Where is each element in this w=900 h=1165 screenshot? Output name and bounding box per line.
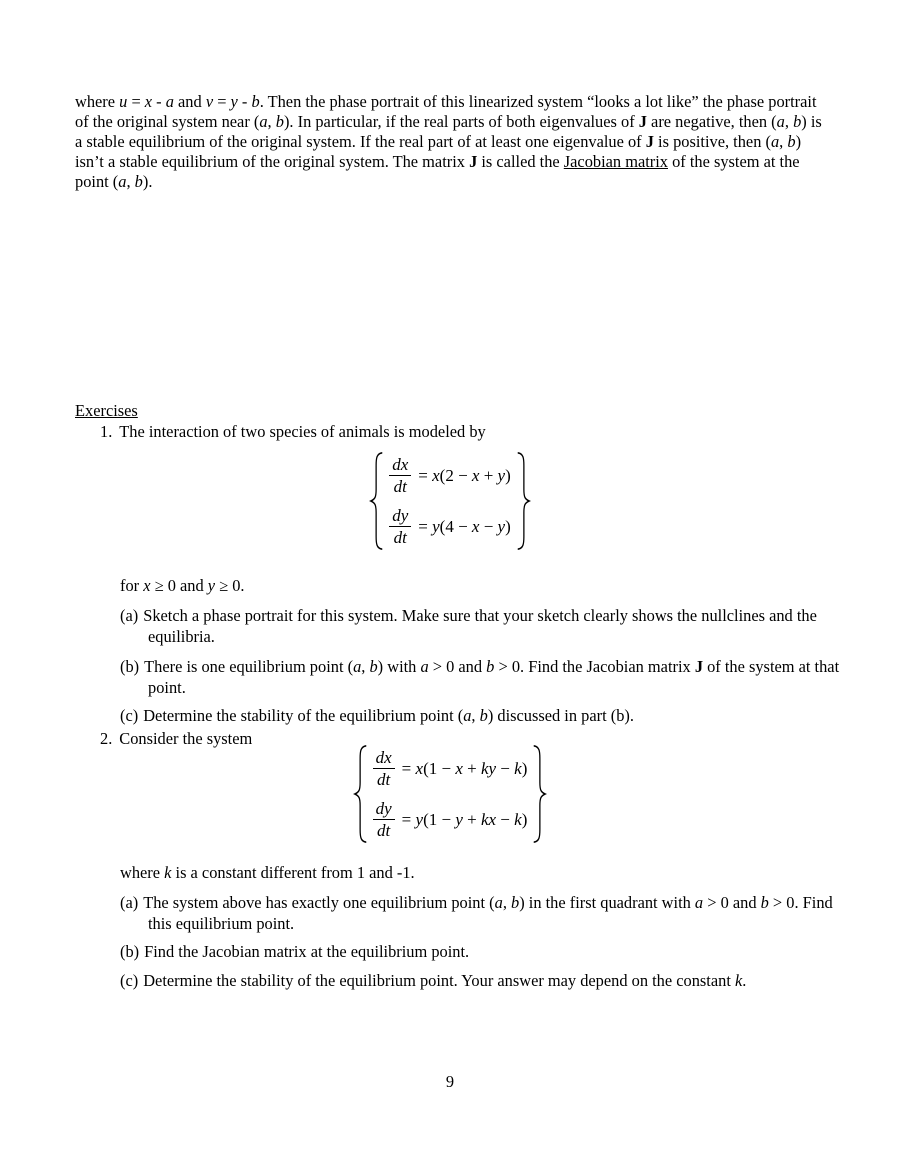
fraction-numerator: dx xyxy=(389,455,411,476)
equation-row xyxy=(389,506,511,547)
left-brace-icon xyxy=(353,744,368,844)
intro-paragraph: where u = x - a and v = y - b. Then the phase portrait of this linearized system “looks a lot like” the phase portrait of the original system near (a, b). In particular, if the real parts of both eigenvalues of J are negative, then (a, b) is a stable equilibrium of the original system. If the real part of at least one eigenvalue of J is positive, then (a, b) isn’t a stable equilibrium of the original system. The matrix J is called the Jacobian matrix of the system at the point (a, b). xyxy=(75,92,822,192)
exercises-heading: Exercises xyxy=(75,401,138,420)
exercise-2-part-c xyxy=(120,970,878,991)
part-text: Find the Jacobian matrix at the equilibrium point. xyxy=(144,942,470,962)
exercise-2-number: 2. xyxy=(100,729,113,748)
right-brace-icon xyxy=(516,451,531,551)
equation-system-2-inner xyxy=(353,744,548,844)
left-brace-icon xyxy=(369,451,384,551)
exercise-1-part-a xyxy=(120,605,850,647)
part-label: (c) xyxy=(120,971,139,991)
fraction-numerator: dy xyxy=(389,506,411,527)
fraction-numerator: dy xyxy=(373,799,395,820)
fraction-dy-dt xyxy=(373,799,395,840)
part-label: (a) xyxy=(120,893,139,913)
exercise-2-part-b xyxy=(120,941,868,962)
right-brace-icon xyxy=(532,744,547,844)
part-label: (a) xyxy=(120,606,139,626)
fraction-numerator: dx xyxy=(373,748,395,769)
exercise-2-lead-text: Consider the system xyxy=(119,729,253,748)
fraction-dx-dt xyxy=(373,748,395,789)
equation-rhs: = x(2 − x + y) xyxy=(418,465,511,485)
fraction-dx-dt xyxy=(389,455,411,496)
equation-system-2 xyxy=(0,744,900,844)
fraction-denominator: dt xyxy=(393,476,407,496)
equation-row xyxy=(389,455,511,496)
fraction-denominator: dt xyxy=(377,769,391,789)
part-label: (b) xyxy=(120,657,140,677)
exercise-1-domain-note: for x ≥ 0 and y ≥ 0. xyxy=(120,576,245,596)
exercise-2-constant-note: where k is a constant different from 1 and -1. xyxy=(120,863,415,883)
part-text: Determine the stability of the equilibrium point. Your answer may depend on the constant k. xyxy=(143,971,747,991)
exercise-1-part-b xyxy=(120,656,850,698)
equation-rhs: = x(1 − x + ky − k) xyxy=(401,758,528,778)
equation-system-1 xyxy=(0,451,900,551)
exercise-1-lead xyxy=(100,421,486,442)
equation-rhs: = y(4 − x − y) xyxy=(418,517,511,537)
equation-rows xyxy=(373,748,528,840)
equation-row xyxy=(373,748,528,789)
part-label: (c) xyxy=(120,706,139,726)
equation-system-1-inner xyxy=(369,451,531,551)
part-label: (b) xyxy=(120,942,140,962)
part-text: Sketch a phase portrait for this system. Make sure that your sketch clearly shows the nullclines and the equilibria. xyxy=(143,606,817,647)
exercise-1-lead-text: The interaction of two species of animals is modeled by xyxy=(119,422,486,441)
part-text: The system above has exactly one equilibrium point (a, b) in the first quadrant with a > 0 and b > 0. Find this equilibrium point. xyxy=(143,893,833,934)
equation-rows xyxy=(389,455,511,547)
fraction-denominator: dt xyxy=(377,821,391,841)
equation-rhs: = y(1 − y + kx − k) xyxy=(401,810,528,830)
exercise-1-part-c xyxy=(120,705,868,726)
fraction-denominator: dt xyxy=(393,528,407,548)
part-text: Determine the stability of the equilibrium point (a, b) discussed in part (b). xyxy=(143,706,634,726)
part-text: There is one equilibrium point (a, b) with a > 0 and b > 0. Find the Jacobian matrix J of the system at that point. xyxy=(144,657,840,698)
fraction-dy-dt xyxy=(389,506,411,547)
equation-row xyxy=(373,799,528,840)
exercise-1-number: 1. xyxy=(100,422,113,441)
exercise-2-part-a xyxy=(120,892,860,934)
page-number: 9 xyxy=(445,1072,455,1091)
